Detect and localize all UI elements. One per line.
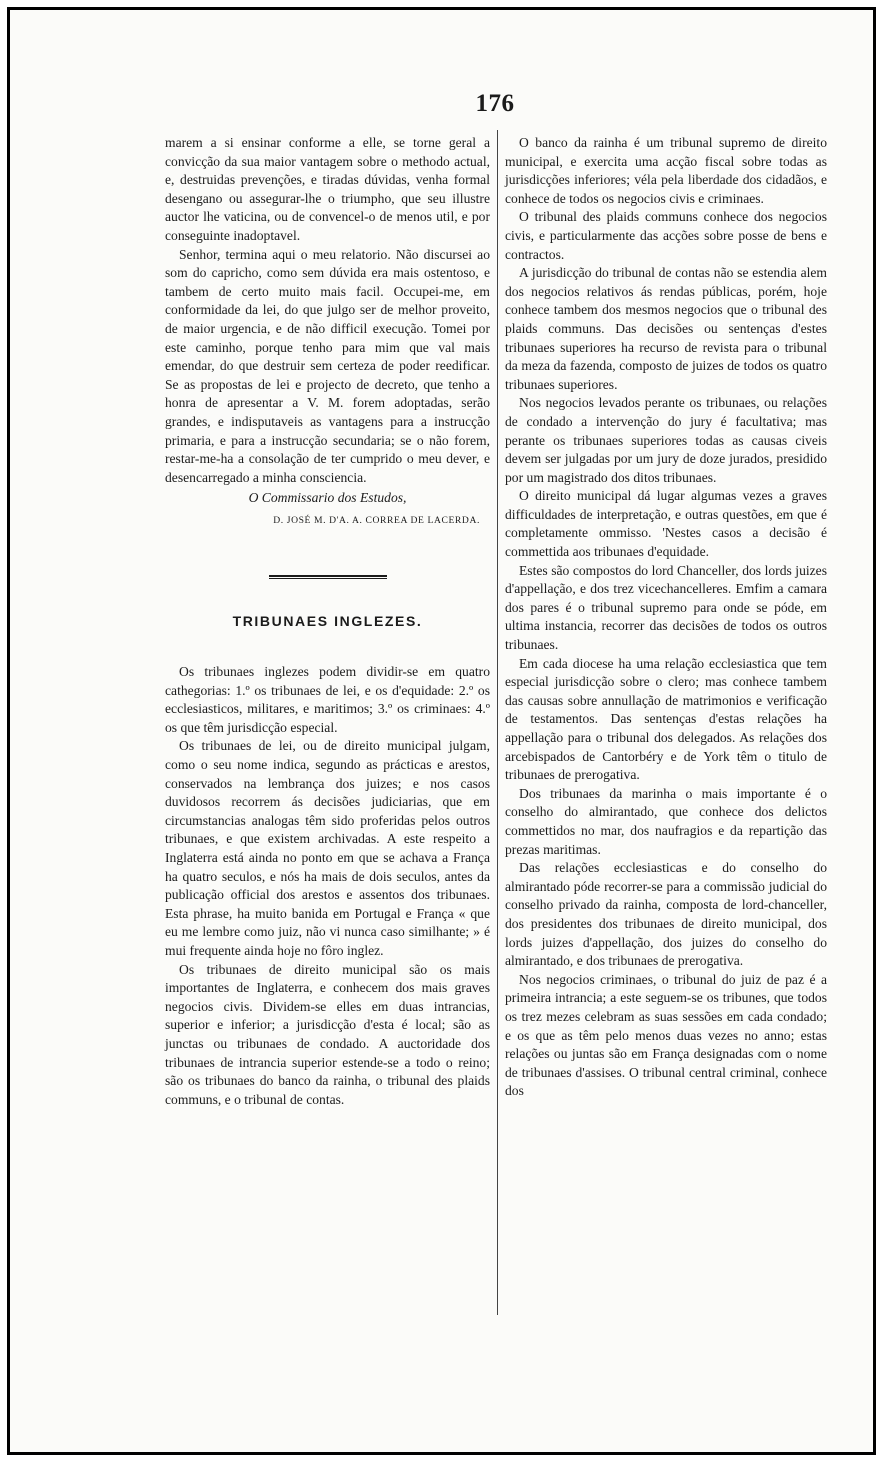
signature-name: D. JOSÉ M. D'A. A. CORREA DE LACERDA. <box>273 514 480 526</box>
page-number: 176 <box>475 90 515 117</box>
paragraph: Os tribunaes de lei, ou de direito municipal julgam, como o seu nome indica, segundo as prácticas e arestos, conservados na lembrança dos juizes; e nos casos duvidosos recorrem ás decisões judiciarias, que em circumstancias analogas têm sido proferidas pelos outros tribunaes, e que existem archivadas. A este respeito a Inglaterra está ainda no ponto em que se achava a França ha quatro seculos, e nós ha mais de dois seculos, antes da publicação official dos arestos e assentos dos tribunaes. Esta phrase, ha muito banida em Portugal e França « que eu me lembre como juiz, não vi nunca caso similhante; » é mui frequente ainda hoje no fôro inglez. <box>165 738 490 958</box>
paragraph: Em cada diocese ha uma relação ecclesiastica que tem especial jurisdicção sobre o clero; mas conhece tambem das causas sobre annullação de matrimonios e verificação de testamentos. Das sentenças d'estas relações ha appellação para o tribunal dos delegados. As relações dos arcebispados de Cantorbéry e de York têm o titulo de tribunaes de prerogativa. <box>505 655 827 783</box>
section-heading: TRIBUNAES INGLEZES. <box>232 613 423 630</box>
signature-title: O Commissario dos Estudos, <box>248 490 407 506</box>
paragraph: marem a si ensinar conforme a elle, se torne geral a convicção da sua maior vantagem sobre o methodo actual, e, destruidas prevenções, e tiradas dúvidas, venha formal desengano ou assegurar-lhe o triumpho, que seu illustre auctor lhe vaticina, ou de convencel-o de menos util, e por conseguinte inadoptavel. <box>165 135 490 243</box>
paragraph: Nos negocios criminaes, o tribunal do juiz de paz é a primeira intrancia; a este seguem-se os tribunes, que todos os trez mezes celebram as suas sessões em cada condado; e os que as têm pelo menos duas vezes no anno; estas relações ou juntas são em França designadas com o nome de tribunaes d'assises. O tribunal central criminal, conhece dos <box>505 971 827 1099</box>
paragraph: Senhor, termina aqui o meu relatorio. Não discursei ao som do capricho, como sem dúvida era mais ostentoso, e tambem de certo muito mais facil. Occupei-me, em conformidade da lei, do que julgo ser de melhor proveito, de maior urgencia, e de não difficil execução. Tomei por este caminho, porque tenho para mim que val mais emendar, do que destruir sem certeza de poder reedificar. Se as propostas de lei e projecto de decreto, que tenho a honra de apresentar a V. M. forem adoptadas, serão grandes, e indisputaveis as vantagens para a instrucção primaria, e para a instrucção secundaria; se o não forem, restar-me-ha a consolação de ter cumprido o meu dever, e desencarregado a minha consciencia. <box>165 246 490 485</box>
paragraph: A jurisdicção do tribunal de contas não se estendia alem dos negocios relativos ás rendas públicas, porém, hoje conhece tambem dos mesmos negocios que o tribunal des plaids communs. Das decisões ou sentenças d'estes tribunaes superiores ha recurso de revista para o tribunal da meza da fazenda, composto de juizes de todos os quatro tribunaes superiores. <box>505 265 827 392</box>
paragraph: O direito municipal dá lugar algumas vezes a graves difficuldades de interpretação, e outras questões, em que é completamente ommisso. 'Nestes casos a decisão é commettida aos tribunaes d'equidade. <box>505 488 827 560</box>
right-column <box>505 134 827 1101</box>
paragraph: Os tribunaes inglezes podem dividir-se em quatro cathegorias: 1.º os tribunaes de lei, e os d'equidade: 2.º os ecclesiasticos, militares, e maritimos; 3.º os criminaes: 4.º os que têm jurisdicção especial. <box>165 664 490 735</box>
paragraph: Nos negocios levados perante os tribunaes, ou relações de condado a intervenção do jury é facultativa; mas perante os tribunaes superiores todas as causas civeis devem ser julgadas por um jury de doze jurados, presidido por um magistrado dos ditos tribunaes. <box>505 395 827 485</box>
paragraph: Os tribunaes de direito municipal são os mais importantes de Inglaterra, e conhecem dos mais graves negocios civis. Dividem-se elles em duas intrancias, superior e inferior; a jurisdicção d'esta é local; são as junctas ou tribunaes de condado. A auctoridade dos tribunaes de intrancia superior estende-se a todo o reino; são os tribunaes do banco da rainha, o tribunal des plaids communs, e o tribunal de contas. <box>165 961 490 1107</box>
paragraph: Das relações ecclesiasticas e do conselho do almirantado póde recorrer-se para a commissão judicial do conselho privado da rainha, composta de lord-chanceller, dos presidentes dos tribunaes de direito municipal, dos lords juizes d'appellação, dos juizes do conselho do almirantado, e dos tribunaes de prerogativa. <box>505 860 827 969</box>
paragraph: O tribunal des plaids communs conhece dos negocios civis, e particularmente das acções sobre posse de bens e contractos. <box>505 209 827 262</box>
paragraph: Estes são compostos do lord Chanceller, dos lords juizes d'appellação, e dos trez vicechancelleres. Emfim a camara dos pares é o tribunal supremo para onde se póde, em ultima instancia, recorrer das decisões de todos os outros tribunaes. <box>505 562 827 653</box>
left-column <box>165 134 490 1109</box>
section-rule <box>269 575 387 579</box>
paragraph: Dos tribunaes da marinha o mais importante é o conselho do almirantado, que conhece dos delictos commettidos no mar, dos naufragios e da repartição das prezas maritimas. <box>505 785 827 857</box>
column-divider <box>497 130 498 1315</box>
paragraph: O banco da rainha é um tribunal supremo de direito municipal, e exercita uma acção fiscal sobre todas as jurisdicções inferiores; véla pela liberdade dos cidadãos, e conhece de todos os negocios civis e criminaes. <box>505 135 827 206</box>
